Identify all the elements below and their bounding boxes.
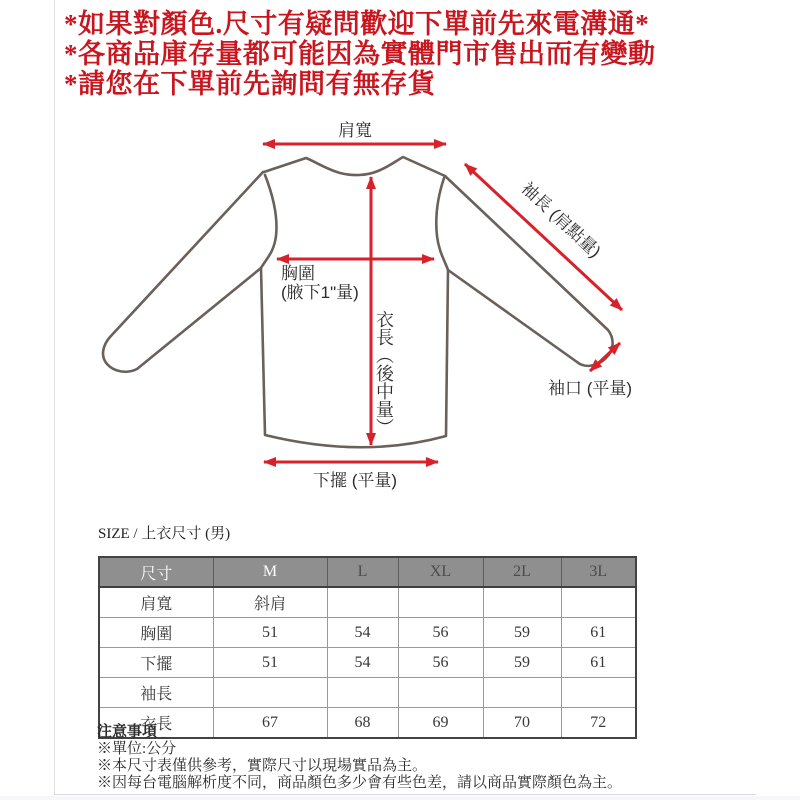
cell (561, 587, 636, 618)
table-row-shoulder (99, 587, 636, 618)
table-row-hem (99, 648, 636, 678)
cell: 59 (483, 618, 561, 648)
cell: 56 (398, 648, 483, 678)
cell (398, 587, 483, 618)
sleeve-length-arrow (465, 164, 622, 310)
shoulder-width-label: 肩寬 (338, 121, 372, 140)
cell: 56 (398, 618, 483, 648)
cell: 69 (398, 708, 483, 739)
shirt-right-armhole (436, 178, 448, 270)
shirt-right-sleeve (445, 176, 613, 366)
note-unit: ※單位:公分 (97, 741, 177, 757)
row-label: 衣長 (99, 708, 213, 739)
header-cell-m: M (213, 557, 327, 587)
row-label: 下擺 (99, 648, 213, 678)
cell (483, 587, 561, 618)
header-cell-3l: 3L (561, 557, 636, 587)
table-row-chest (99, 618, 636, 648)
shirt-left-armhole (261, 175, 277, 268)
warning-line-3: *請您在下單前先詢問有無存貨 (64, 69, 436, 99)
cell: 67 (213, 708, 327, 739)
warning-line-1: *如果對顏色.尺寸有疑問歡迎下單前先來電溝通* (64, 9, 650, 39)
cell: 72 (561, 708, 636, 739)
cell: 斜肩 (213, 587, 327, 618)
body-length-label: 衣長（後中量） (374, 310, 394, 436)
size-section-title: SIZE / 上衣尺寸 (男) (98, 526, 231, 542)
cell: 70 (483, 708, 561, 739)
chest-label-line2: (腋下1"量) (281, 283, 359, 302)
note-color-difference: ※因每台電腦解析度不同，商品顏色多少會有些色差，請以商品實際顏色為主。 (97, 775, 623, 791)
sleeve-length-label: 袖長 (肩點量) (517, 178, 605, 262)
cell: 68 (327, 708, 398, 739)
hem-width-label: 下擺 (平量) (313, 471, 398, 490)
size-table-header-row (99, 557, 636, 587)
cell (327, 587, 398, 618)
row-label: 袖長 (99, 678, 213, 708)
notes-block (97, 724, 622, 792)
size-table (98, 556, 637, 739)
cell: 54 (327, 648, 398, 678)
cuff-width-label: 袖口 (平量) (548, 379, 633, 398)
row-label: 肩寬 (99, 587, 213, 618)
header-cell-2l: 2L (483, 557, 561, 587)
header-cell-xl: XL (398, 557, 483, 587)
cell: 61 (561, 648, 636, 678)
row-label: 胸圍 (99, 618, 213, 648)
shirt-neckline-shoulders (264, 157, 445, 176)
chest-width-label (281, 264, 359, 302)
cell: 51 (213, 618, 327, 648)
cell: 59 (483, 648, 561, 678)
cell (561, 678, 636, 708)
note-reference: ※本尺寸表僅供參考，實際尺寸以現場實品為主。 (97, 758, 428, 774)
cell: 54 (327, 618, 398, 648)
cell (213, 678, 327, 708)
warning-line-2: *各商品庫存量都可能因為實體門市售出而有變動 (64, 39, 656, 69)
notes-title: 注意事項 (97, 724, 158, 740)
header-cell-size: 尺寸 (99, 557, 213, 587)
table-row-sleeve (99, 678, 636, 708)
cell (327, 678, 398, 708)
cell: 51 (213, 648, 327, 678)
header-cell-l: L (327, 557, 398, 587)
cell: 61 (561, 618, 636, 648)
cell (398, 678, 483, 708)
cuff-width-arrow (590, 343, 620, 371)
chest-label-line1: 胸圍 (281, 264, 315, 283)
shirt-left-sleeve (103, 172, 263, 372)
cell (483, 678, 561, 708)
